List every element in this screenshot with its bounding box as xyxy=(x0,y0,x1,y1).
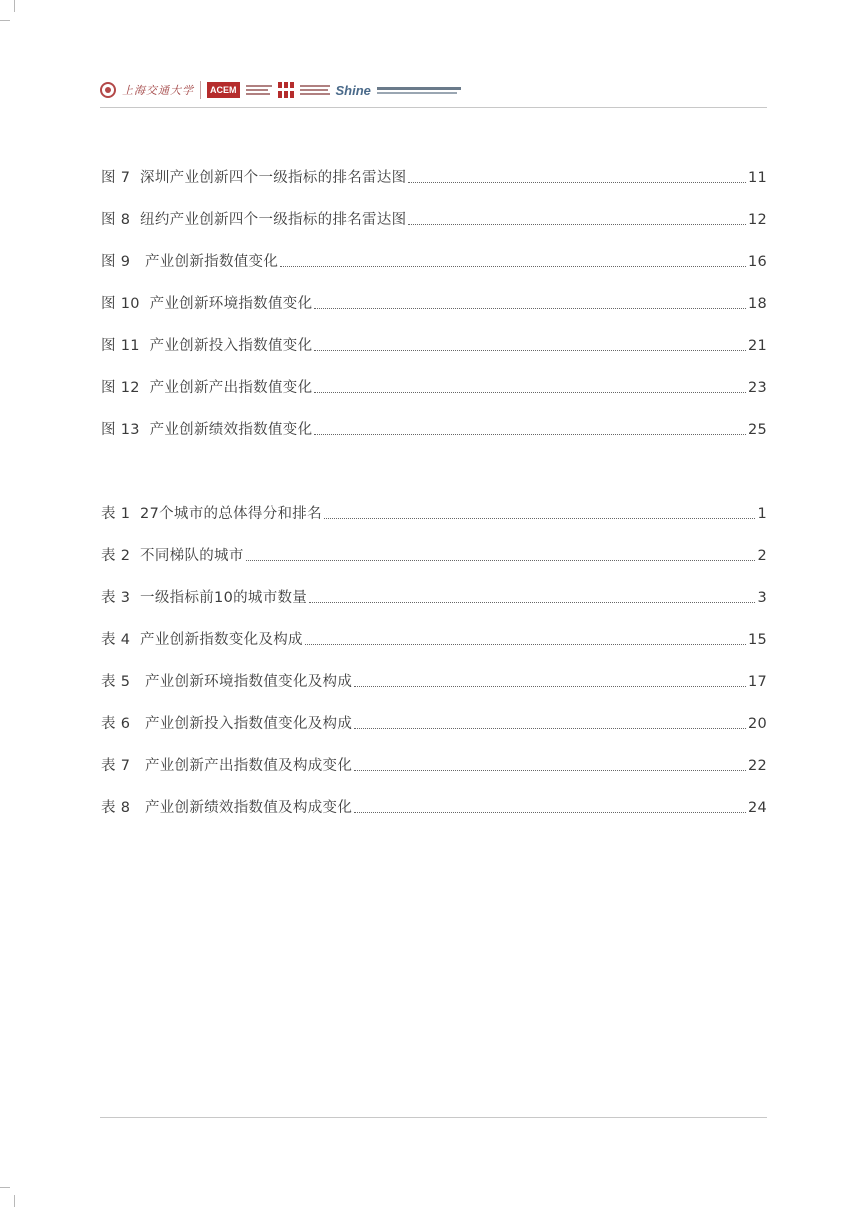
toc-entry-table-2[interactable] xyxy=(101,546,767,566)
crop-mark-bottom-left-h xyxy=(0,1187,10,1188)
header-rule xyxy=(100,107,767,108)
toc-entry-label: 表 4 产业创新指数变化及构成 xyxy=(101,632,303,648)
footer-rule xyxy=(100,1117,767,1118)
dot-leader xyxy=(305,644,746,645)
dot-leader xyxy=(246,560,756,561)
dot-leader xyxy=(408,182,745,183)
toc-entry-label: 表 6 产业创新投入指数值变化及构成 xyxy=(101,716,353,732)
toc-entry-figure-7[interactable] xyxy=(101,168,767,188)
toc-entry-page: 17 xyxy=(747,674,767,690)
toc-entry-label: 图 7 深圳产业创新四个一级指标的排名雷达图 xyxy=(101,170,407,186)
toc-entry-table-3[interactable] xyxy=(101,588,767,608)
toc-entry-table-8[interactable] xyxy=(101,798,767,818)
crop-mark-top-left xyxy=(14,0,15,12)
dot-leader xyxy=(354,812,746,813)
dot-leader xyxy=(280,266,746,267)
toc-entry-figure-12[interactable] xyxy=(101,378,767,398)
toc-entry-page: 15 xyxy=(747,632,767,648)
logo-divider xyxy=(200,81,201,99)
toc-entry-page: 12 xyxy=(747,212,767,228)
institute-logo-caption-icon xyxy=(300,84,330,96)
dot-leader xyxy=(324,518,756,519)
page-header xyxy=(100,76,767,106)
toc-entry-figure-13[interactable] xyxy=(101,420,767,440)
institute-grid-logo-icon xyxy=(278,82,294,98)
toc-entry-page: 24 xyxy=(747,800,767,816)
toc-entry-label: 表 7 产业创新产出指数值及构成变化 xyxy=(101,758,353,774)
toc-entry-label: 表 8 产业创新绩效指数值及构成变化 xyxy=(101,800,353,816)
toc-entry-table-4[interactable] xyxy=(101,630,767,650)
dot-leader xyxy=(314,350,746,351)
dot-leader xyxy=(314,434,746,435)
dot-leader xyxy=(354,770,746,771)
toc-entry-figure-10[interactable] xyxy=(101,294,767,314)
toc-entry-page: 23 xyxy=(747,380,767,396)
university-logo-text: 上海交通大学 xyxy=(122,84,194,97)
toc-entry-table-7[interactable] xyxy=(101,756,767,776)
toc-entry-page: 21 xyxy=(747,338,767,354)
dot-leader xyxy=(354,728,746,729)
acem-logo-caption-icon xyxy=(246,84,272,96)
toc-entry-page: 11 xyxy=(747,170,767,186)
toc-entry-label: 图 8 纽约产业创新四个一级指标的排名雷达图 xyxy=(101,212,407,228)
toc-entry-page: 25 xyxy=(747,422,767,438)
toc-entry-figure-8[interactable] xyxy=(101,210,767,230)
logo-strip xyxy=(100,76,461,104)
toc-entry-table-1[interactable] xyxy=(101,504,767,524)
shine-logo: Shine xyxy=(335,82,371,98)
toc-entry-page: 2 xyxy=(757,548,767,564)
toc-entry-page: 22 xyxy=(747,758,767,774)
toc-entry-page: 20 xyxy=(747,716,767,732)
toc-entry-figure-11[interactable] xyxy=(101,336,767,356)
toc-entry-label: 表 1 27个城市的总体得分和排名 xyxy=(101,506,322,522)
toc-entry-label: 图 12 产业创新产出指数值变化 xyxy=(101,380,313,396)
toc-entry-table-5[interactable] xyxy=(101,672,767,692)
dot-leader xyxy=(314,392,746,393)
acem-logo: ACEM xyxy=(207,82,240,98)
dot-leader xyxy=(408,224,745,225)
toc-entry-label: 表 5 产业创新环境指数值变化及构成 xyxy=(101,674,353,690)
toc-entry-table-6[interactable] xyxy=(101,714,767,734)
dot-leader xyxy=(309,602,755,603)
toc-entry-page: 3 xyxy=(757,590,767,606)
university-seal-icon xyxy=(100,82,116,98)
shine-logo-caption-icon xyxy=(377,86,461,95)
toc-entry-label: 表 2 不同梯队的城市 xyxy=(101,548,244,564)
dot-leader xyxy=(314,308,746,309)
toc-entry-label: 图 10 产业创新环境指数值变化 xyxy=(101,296,313,312)
toc-entry-label: 图 13 产业创新绩效指数值变化 xyxy=(101,422,313,438)
toc-entry-figure-9[interactable] xyxy=(101,252,767,272)
toc-entry-page: 16 xyxy=(747,254,767,270)
toc-entry-page: 1 xyxy=(757,506,767,522)
toc-entry-label: 表 3 一级指标前10的城市数量 xyxy=(101,590,308,606)
crop-mark-top-left-h xyxy=(0,20,10,21)
dot-leader xyxy=(354,686,746,687)
toc-entry-label: 图 11 产业创新投入指数值变化 xyxy=(101,338,313,354)
toc-entry-page: 18 xyxy=(747,296,767,312)
toc-entry-label: 图 9 产业创新指数值变化 xyxy=(101,254,279,270)
crop-mark-bottom-left xyxy=(14,1195,15,1207)
